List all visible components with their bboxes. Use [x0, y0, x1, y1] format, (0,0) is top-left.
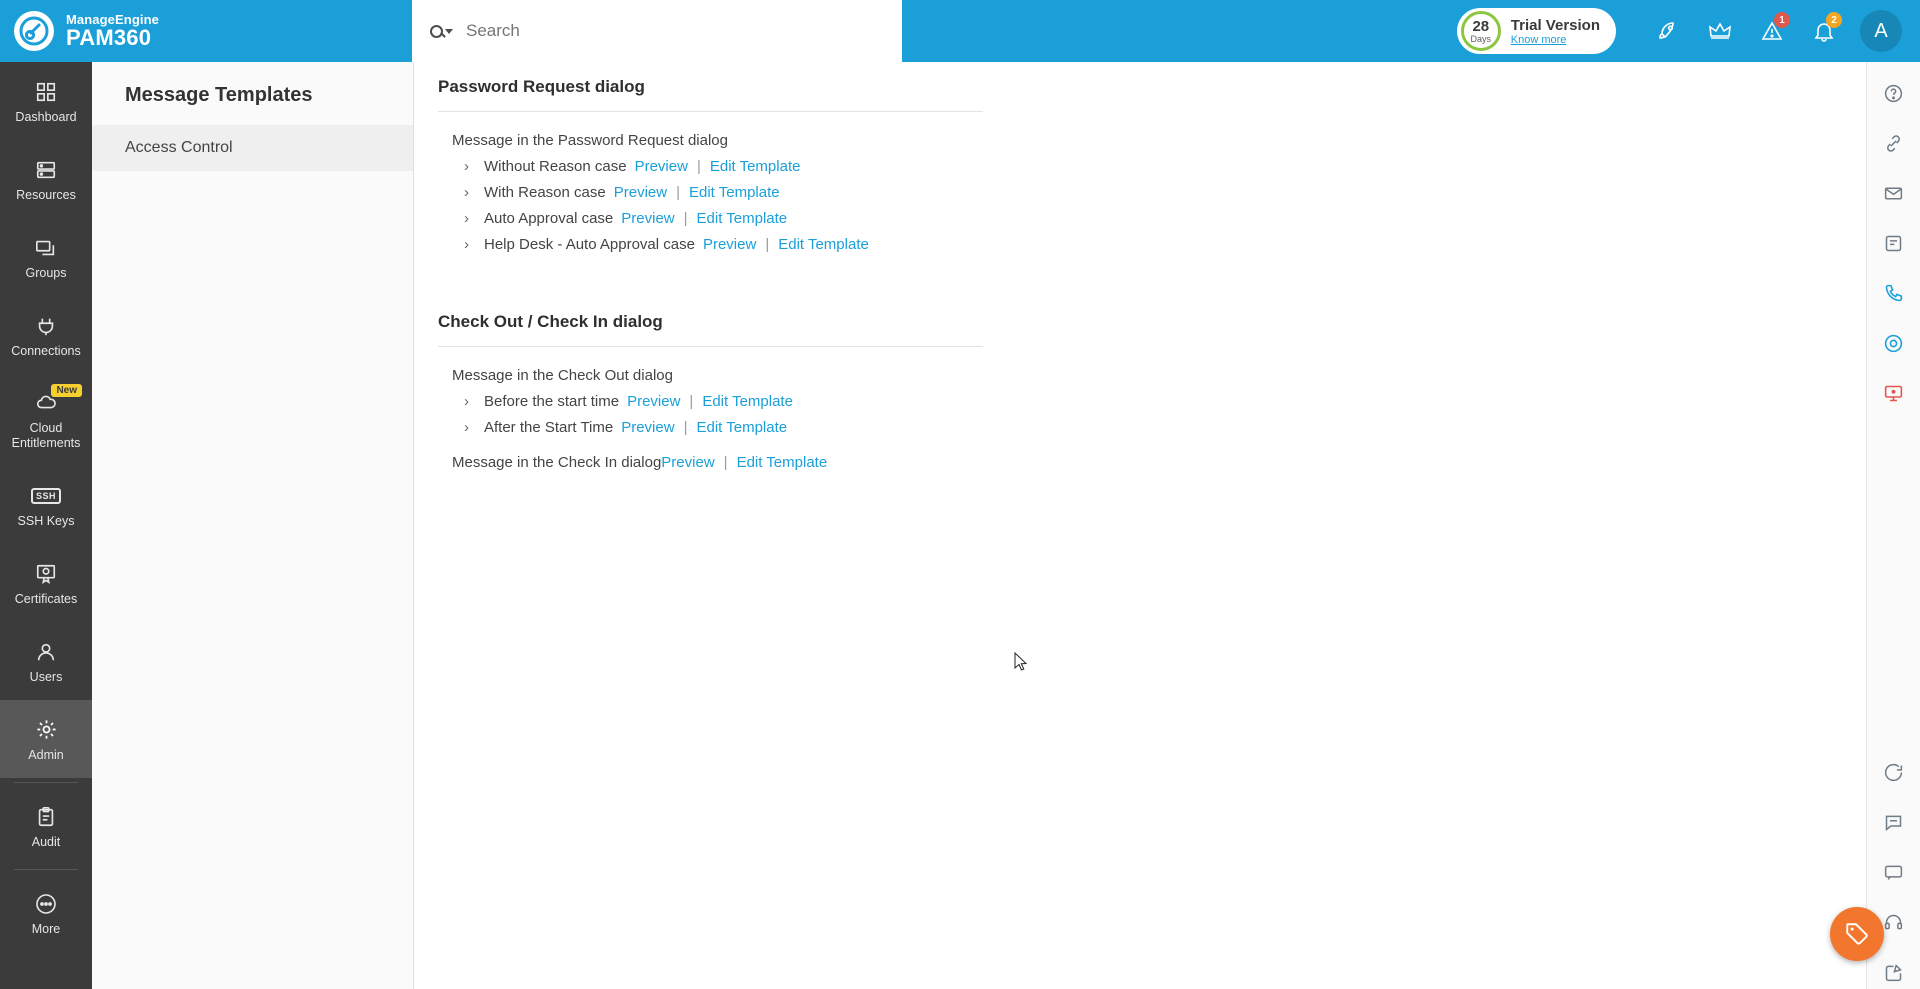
row-separator: |: [765, 236, 770, 253]
sidebar-item-resources[interactable]: [0, 140, 92, 218]
template-name: Without Reason case: [484, 158, 627, 175]
user-icon: [35, 639, 57, 665]
sidebar-label: Resources: [16, 187, 76, 202]
chat-bubble-icon[interactable]: [1877, 326, 1911, 360]
template-row-checkin: [438, 436, 983, 471]
top-bar: [0, 0, 1920, 62]
brand-product: PAM360: [66, 25, 152, 51]
section-sublabel: Message in the Check Out dialog: [452, 367, 673, 384]
sidebar-item-ssh-keys[interactable]: [0, 466, 92, 544]
new-badge: New: [51, 384, 82, 397]
plug-icon: [35, 313, 57, 339]
sidebar-label: Connections: [11, 343, 81, 358]
search-bar[interactable]: [412, 0, 902, 62]
notes-icon[interactable]: [1877, 226, 1911, 260]
edit-square-icon[interactable]: [1877, 955, 1911, 989]
sidebar-label: Admin: [28, 747, 64, 762]
template-row: [438, 227, 983, 253]
sidebar-label: Groups: [25, 265, 67, 280]
notification-badge: 2: [1826, 12, 1842, 28]
sidebar-item-users[interactable]: [0, 622, 92, 700]
edit-template-link[interactable]: Edit Template: [778, 236, 869, 253]
row-separator: |: [683, 419, 688, 436]
sidebar-item-access-control[interactable]: [92, 125, 413, 171]
sidebar-item-certificates[interactable]: [0, 544, 92, 622]
secondary-sidebar: [92, 62, 414, 989]
history-icon[interactable]: [1877, 755, 1911, 789]
sidebar-item-cloud-entitlements[interactable]: [0, 374, 92, 466]
sidebar-item-dashboard[interactable]: [0, 62, 92, 140]
ellipsis-icon: [34, 891, 58, 917]
section-checkout-checkin-dialog: [438, 297, 983, 471]
template-name: After the Start Time: [484, 419, 614, 436]
trial-know-more-link[interactable]: Know more: [1510, 33, 1567, 46]
edit-template-link[interactable]: Edit Template: [702, 393, 793, 410]
row-separator: |: [683, 210, 688, 227]
chevron-right-icon[interactable]: ›: [464, 184, 469, 201]
preview-link[interactable]: Preview: [661, 454, 715, 471]
template-name: With Reason case: [484, 184, 606, 201]
template-row: [438, 410, 983, 436]
trial-title: Trial Version: [1510, 16, 1600, 34]
preview-link[interactable]: Preview: [613, 184, 668, 201]
section-heading: Check Out / Check In dialog: [438, 297, 983, 347]
template-row: [438, 201, 983, 227]
main-content: [414, 62, 1836, 989]
mouse-cursor: [1014, 652, 1028, 677]
template-name: Message in the Check In dialog: [452, 454, 662, 471]
presentation-icon[interactable]: [1877, 376, 1911, 410]
help-circle-icon[interactable]: [1877, 76, 1911, 110]
nav-divider: [14, 782, 78, 783]
sidebar-item-admin[interactable]: [0, 700, 92, 778]
tag-icon-button[interactable]: [1830, 907, 1884, 961]
clipboard-icon: [35, 804, 57, 830]
sidebar-item-groups[interactable]: [0, 218, 92, 296]
comment-icon[interactable]: [1877, 855, 1911, 889]
row-separator: |: [723, 454, 728, 471]
template-name: Auto Approval case: [484, 210, 614, 227]
chevron-right-icon[interactable]: ›: [464, 158, 469, 175]
sidebar-label: Dashboard: [15, 109, 77, 124]
sidebar-label: SSH Keys: [17, 513, 75, 528]
search-icon[interactable]: [430, 21, 454, 41]
edit-template-link[interactable]: Edit Template: [696, 210, 788, 227]
trial-days-circle: [1461, 11, 1501, 51]
page-title: Message Templates: [125, 84, 313, 106]
template-row: [438, 149, 983, 175]
edit-template-link[interactable]: Edit Template: [696, 419, 788, 436]
caret-down-icon: [445, 29, 453, 34]
topbar-actions: [1457, 0, 1920, 62]
edit-template-link[interactable]: Edit Template: [736, 454, 828, 471]
edit-template-link[interactable]: Edit Template: [709, 158, 801, 175]
left-nav: [0, 62, 92, 989]
row-separator: |: [676, 184, 680, 201]
preview-link[interactable]: Preview: [634, 158, 688, 175]
sidebar-item-connections[interactable]: [0, 296, 92, 374]
trial-days-label: Days: [1470, 33, 1492, 44]
section-heading: Password Request dialog: [438, 62, 983, 112]
preview-link[interactable]: Preview: [702, 236, 757, 253]
section-password-request-dialog: [438, 62, 983, 253]
sidebar-item-more[interactable]: [0, 874, 92, 952]
server-icon: [35, 157, 57, 183]
certificate-icon: [35, 561, 57, 587]
chevron-right-icon[interactable]: ›: [464, 236, 469, 253]
alert-badge: 1: [1774, 12, 1790, 28]
sidebar-label: Audit: [31, 834, 61, 849]
template-row: [438, 175, 983, 201]
right-rail: [1866, 62, 1920, 989]
brand[interactable]: [0, 0, 412, 62]
sidebar-label: More: [31, 921, 61, 936]
template-row: [438, 384, 983, 410]
sidebar-label: Users: [29, 669, 63, 684]
alert-triangle-icon[interactable]: [1746, 0, 1798, 62]
feedback-icon[interactable]: [1877, 805, 1911, 839]
phone-icon[interactable]: [1877, 276, 1911, 310]
sidebar-label: Certificates: [14, 591, 78, 606]
mail-icon[interactable]: [1877, 176, 1911, 210]
bell-icon[interactable]: [1798, 0, 1850, 62]
trial-days-count: 28: [1472, 17, 1490, 35]
link-icon[interactable]: [1877, 126, 1911, 160]
rocket-icon[interactable]: [1642, 0, 1694, 62]
brand-company: ManageEngine: [66, 11, 159, 27]
preview-link[interactable]: Preview: [621, 210, 675, 227]
sidebar-label: Cloud Entitlements: [11, 421, 81, 450]
crown-icon[interactable]: [1694, 0, 1746, 62]
sidebar-item-label: Access Control: [125, 139, 233, 156]
trial-badge[interactable]: [1457, 8, 1616, 54]
gear-icon: [35, 717, 58, 743]
search-input[interactable]: [464, 20, 844, 42]
template-name: Before the start time: [484, 393, 620, 410]
key-circle-logo: [14, 11, 54, 51]
avatar-letter: A: [1874, 19, 1888, 42]
edit-template-link[interactable]: Edit Template: [689, 184, 780, 201]
preview-link[interactable]: Preview: [621, 419, 675, 436]
chevron-right-icon[interactable]: ›: [464, 419, 469, 436]
template-name: Help Desk - Auto Approval case: [484, 236, 695, 253]
avatar[interactable]: [1860, 10, 1902, 52]
chevron-right-icon[interactable]: ›: [464, 210, 469, 227]
ssh-icon: SSH: [31, 483, 61, 509]
window-icon: [35, 235, 57, 261]
row-separator: |: [696, 158, 701, 175]
sidebar-item-audit[interactable]: [0, 787, 92, 865]
chevron-right-icon[interactable]: ›: [464, 393, 469, 410]
grid-icon: [35, 79, 57, 105]
preview-link[interactable]: Preview: [627, 393, 681, 410]
section-sublabel: Message in the Password Request dialog: [452, 132, 728, 149]
nav-divider: [14, 869, 78, 870]
row-separator: |: [689, 393, 694, 410]
